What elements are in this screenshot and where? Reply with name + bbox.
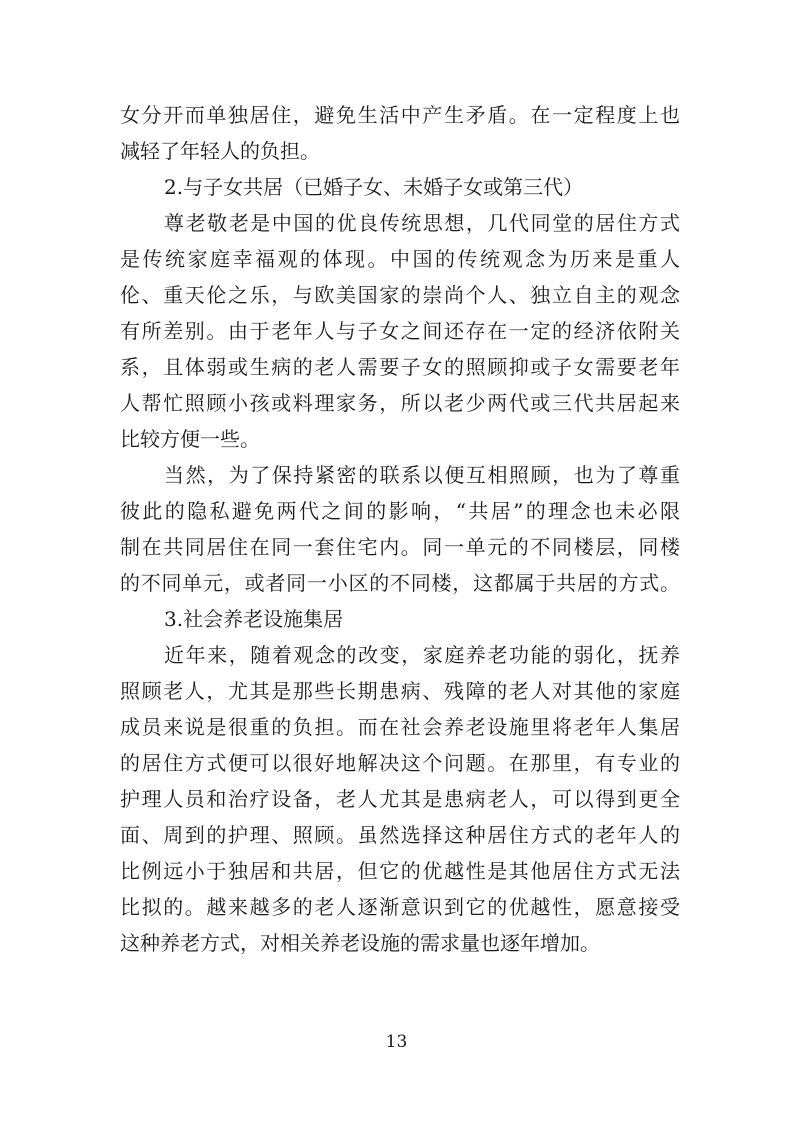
- text-line: 这种养老方式，对相关养老设施的需求量也逐年增加。: [120, 931, 600, 955]
- text-line: 面、周到的护理、照顾。虽然选择这种居住方式的老年人的: [120, 823, 680, 847]
- text-line: 比较方便一些。: [120, 427, 260, 451]
- text-line: 当然，为了保持紧密的联系以便互相照顾，也为了尊重: [164, 463, 680, 487]
- text-line: 是传统家庭幸福观的体现。中国的传统观念为历来是重人: [120, 247, 680, 271]
- text-line: 系，且体弱或生病的老人需要子女的照顾抑或子女需要老年: [120, 355, 680, 379]
- text-line: 照顾老人，尤其是那些长期患病、残障的老人对其他的家庭: [120, 679, 680, 703]
- text-line: 减轻了年轻人的负担。: [120, 139, 320, 163]
- text-line: 尊老敬老是中国的优良传统思想，几代同堂的居住方式: [164, 211, 680, 235]
- text-line: 人帮忙照顾小孩或料理家务，所以老少两代或三代共居起来: [120, 391, 680, 415]
- text-line: 的不同单元，或者同一小区的不同楼，这都属于共居的方式。: [120, 571, 680, 595]
- text-line: 有所差别。由于老年人与子女之间还存在一定的经济依附关: [120, 319, 680, 343]
- text-line: 伦、重天伦之乐，与欧美国家的崇尚个人、独立自主的观念: [120, 283, 680, 307]
- text-line: 成员来说是很重的负担。而在社会养老设施里将老年人集居: [120, 715, 680, 739]
- text-line: 制在共同居住在同一套住宅内。同一单元的不同楼层，同楼: [120, 535, 680, 559]
- text-line: 女分开而单独居住，避免生活中产生矛盾。在一定程度上也: [120, 103, 680, 127]
- text-line: 彼此的隐私避免两代之间的影响，“共居”的理念也未必限: [120, 499, 680, 523]
- body-text: [120, 97, 680, 961]
- text-line: 近年来，随着观念的改变，家庭养老功能的弱化，抚养: [164, 643, 680, 667]
- page-number: 13: [385, 1032, 408, 1052]
- section-heading: 3.社会养老设施集居: [164, 607, 344, 631]
- text-line: 比例远小于独居和共居，但它的优越性是其他居住方式无法: [120, 859, 680, 883]
- text-line: 比拟的。越来越多的老人逐渐意识到它的优越性，愿意接受: [120, 895, 680, 919]
- section-heading: 2.与子女共居（已婚子女、未婚子女或第三代）: [164, 175, 584, 199]
- text-line: 的居住方式便可以很好地解决这个问题。在那里，有专业的: [120, 751, 680, 775]
- text-line: 护理人员和治疗设备，老人尤其是患病老人，可以得到更全: [120, 787, 680, 811]
